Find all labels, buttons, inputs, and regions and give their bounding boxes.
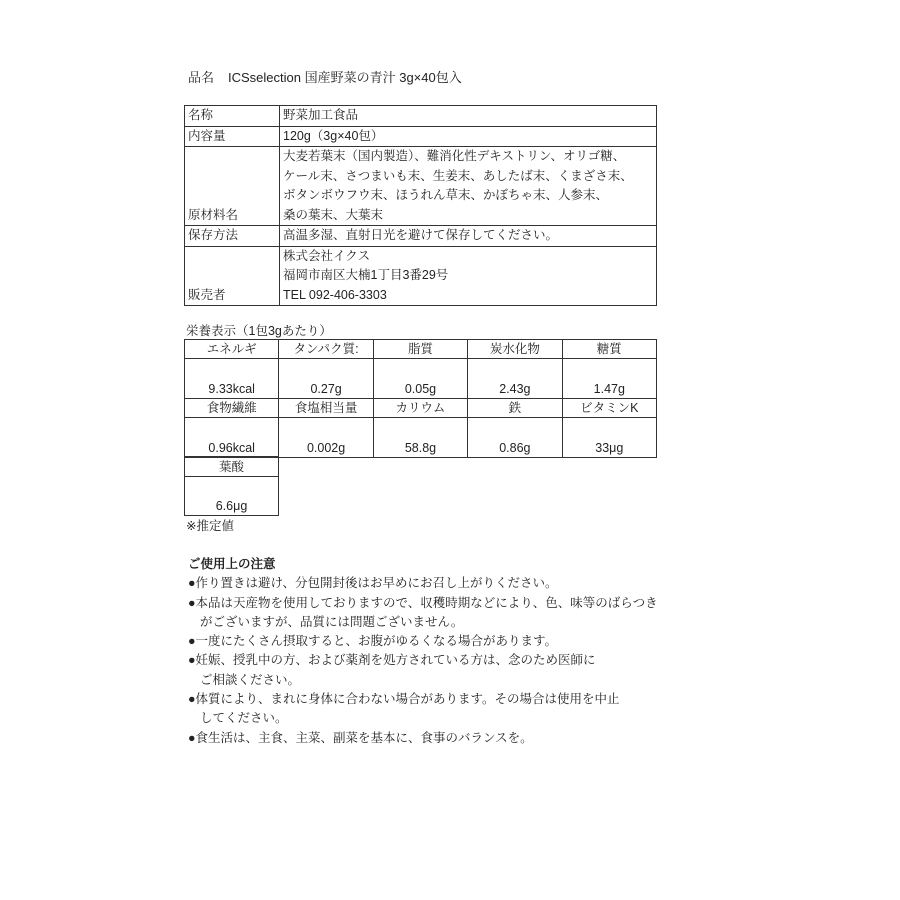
- row-value: 高温多湿、直射日光を避けて保存してください。: [280, 226, 657, 247]
- nutrient-name: 鉄: [468, 399, 562, 418]
- note-line: ●一度にたくさん摂取すると、お腹がゆるくなる場合があります。: [188, 634, 558, 649]
- table-row: [185, 226, 657, 247]
- nutrient-value: 33μg: [562, 418, 656, 458]
- ingredients-line: 桑の葉末、大葉末: [283, 207, 384, 222]
- row-value: [280, 147, 657, 226]
- row-value: 120g（3g×40包）: [280, 126, 657, 147]
- row-value: [280, 246, 657, 306]
- nutrient-name: 食塩相当量: [279, 399, 373, 418]
- row-label: 名称: [185, 106, 280, 127]
- nutrient-name: 葉酸: [185, 457, 279, 477]
- nutrient-name: 脂質: [373, 340, 467, 359]
- seller-line: 福岡市南区大楠1丁目3番29号: [283, 268, 449, 282]
- row-label: 内容量: [185, 126, 280, 147]
- note-line: してください。: [200, 711, 288, 726]
- ingredients-line: ボタンボウフウ末、ほうれん草末、かぼちゃ末、人参末、: [283, 188, 609, 202]
- usage-notes-heading: ご使用上の注意: [188, 557, 276, 571]
- ingredients-line: ケール末、さつまいも末、生姜末、あしたば末、くまざさ末、: [283, 168, 633, 183]
- nutrient-value: 0.27g: [279, 359, 373, 399]
- nutrient-value: 6.6μg: [185, 477, 279, 516]
- estimate-note: ※推定値: [186, 519, 234, 533]
- seller-line: TEL 092-406-3303: [283, 287, 387, 302]
- nutrient-name: ビタミンK: [562, 399, 656, 418]
- row-value: 野菜加工食品: [280, 106, 657, 127]
- nutrient-name: エネルギ: [185, 340, 279, 359]
- nutrient-value: 1.47g: [562, 359, 656, 399]
- nutrition-value-row: [185, 359, 657, 399]
- usage-notes: [188, 555, 658, 748]
- table-row: [185, 126, 657, 147]
- nutrition-value-row: [185, 418, 657, 458]
- product-title: [188, 67, 462, 86]
- nutrient-name: カリウム: [373, 399, 467, 418]
- nutrient-name: タンパク質:: [279, 340, 373, 359]
- product-info-table: [184, 105, 657, 306]
- row-label: 原材料名: [185, 147, 280, 226]
- nutrition-header-row: [185, 340, 657, 359]
- nutrition-table: [184, 339, 657, 458]
- table-row: [185, 106, 657, 127]
- row-label: 販売者: [185, 246, 280, 306]
- nutrient-name: 食物繊維: [185, 399, 279, 418]
- note-line: ご相談ください。: [200, 672, 301, 687]
- ingredients-line: 大麦若葉末（国内製造）、難消化性デキストリン、オリゴ糖、: [283, 149, 626, 163]
- table-row: [185, 246, 657, 306]
- table-row: [185, 147, 657, 226]
- row-label: 保存方法: [185, 226, 280, 247]
- nutrient-value: 0.05g: [373, 359, 467, 399]
- nutrient-value: 2.43g: [468, 359, 562, 399]
- note-line: ●作り置きは避け、分包開封後はお早めにお召し上がりください。: [188, 576, 558, 591]
- nutrient-value: 0.002g: [279, 418, 373, 458]
- product-title-label: 品名: [188, 70, 215, 85]
- nutrition-table-extra: [184, 456, 279, 516]
- product-title-value: ICSselection 国産野菜の青汁 3g×40包入: [228, 70, 462, 85]
- seller-line: 株式会社イクス: [283, 248, 371, 263]
- nutrition-value-row: [185, 477, 279, 516]
- nutrient-value: 0.86g: [468, 418, 562, 458]
- nutrition-title: 栄養表示（1包3gあたり）: [186, 324, 332, 338]
- nutrient-value: 9.33kcal: [185, 359, 279, 399]
- nutrition-header-row: [185, 457, 279, 477]
- nutrient-value: 58.8g: [373, 418, 467, 458]
- note-line: ●食生活は、主食、主菜、副菜を基本に、食事のバランスを。: [188, 730, 533, 745]
- nutrient-name: 糖質: [562, 340, 656, 359]
- nutrition-header-row: [185, 399, 657, 418]
- note-line: ●本品は天産物を使用しておりますので、収穫時期などにより、色、味等のばらつき: [188, 595, 658, 610]
- nutrient-value: 0.96kcal: [185, 418, 279, 458]
- note-line: ●妊娠、授乳中の方、および薬剤を処方されている方は、念のため医師に: [188, 653, 596, 668]
- note-line: ●体質により、まれに身体に合わない場合があります。その場合は使用を中止: [188, 692, 620, 707]
- nutrient-name: 炭水化物: [468, 340, 562, 359]
- note-line: がございますが、品質には問題ございません。: [200, 614, 464, 629]
